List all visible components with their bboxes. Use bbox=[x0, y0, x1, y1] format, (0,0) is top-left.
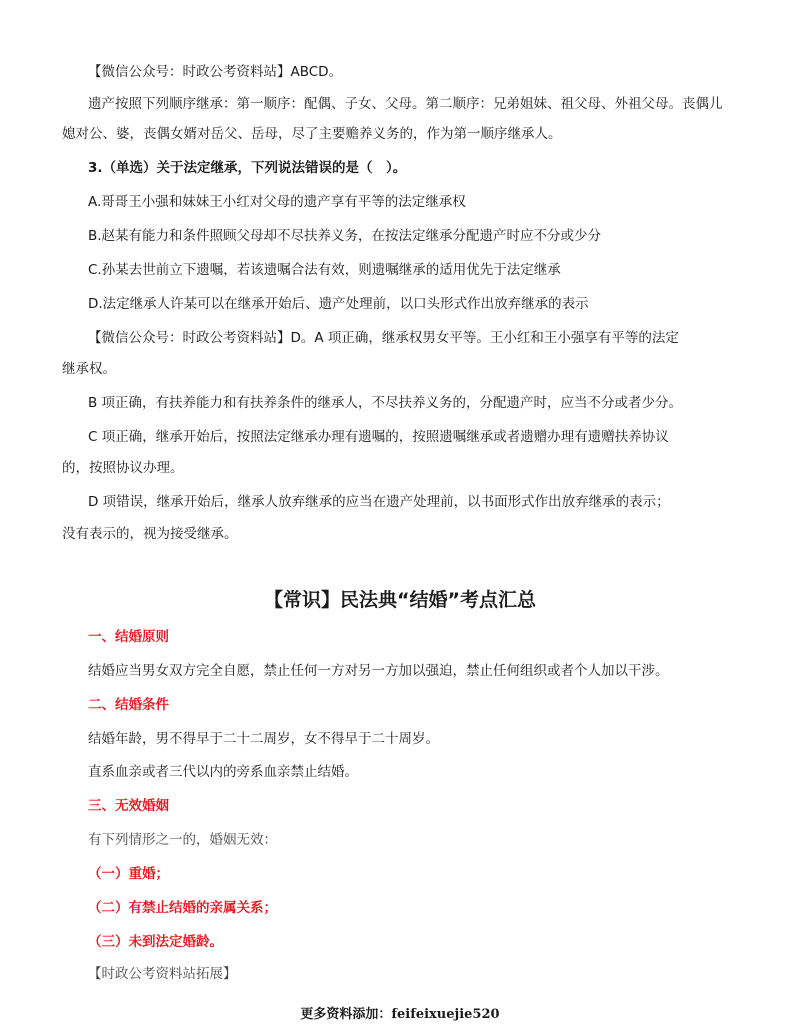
answer-explanation-cont: 继承权。 bbox=[62, 361, 116, 377]
heading-invalid-marriage: 三、无效婚姻 bbox=[88, 798, 169, 814]
option-d: D.法定继承人许某可以在继承开始后、遗产处理前，以口头形式作出放弃继承的表示 bbox=[88, 296, 589, 312]
invalid-item-1: （一）重婚； bbox=[88, 866, 169, 882]
kinship-prohibition-text: 直系血亲或者三代以内的旁系血亲禁止结婚。 bbox=[88, 764, 358, 780]
explanation-d-cont: 没有表示的，视为接受继承。 bbox=[62, 526, 238, 542]
invalid-item-3: （三）未到法定婚龄。 bbox=[88, 934, 223, 950]
explanation-c-cont: 的，按照协议办理。 bbox=[62, 460, 184, 476]
inheritance-order-paragraph: 遗产按照下列顺序继承：第一顺序：配偶、子女、父母。第二顺序：兄弟姐妹、祖父母、外祖父母。丧偶儿 bbox=[88, 96, 723, 112]
extension-label: 【时政公考资料站拓展】 bbox=[88, 966, 237, 982]
option-c: C.孙某去世前立下遗嘱，若该遗嘱合法有效，则遗嘱继承的适用优先于法定继承 bbox=[88, 262, 561, 278]
answer-line: 【微信公众号：时政公考资料站】ABCD。 bbox=[88, 64, 343, 80]
explanation-b: B 项正确，有扶养能力和有扶养条件的继承人，不尽扶养义务的，分配遗产时，应当不分或者少分。 bbox=[88, 395, 683, 411]
inheritance-order-paragraph-cont: 媳对公、婆，丧偶女婿对岳父、岳母，尽了主要赡养义务的，作为第一顺序继承人。 bbox=[62, 126, 562, 142]
invalid-item-2: （二）有禁止结婚的亲属关系； bbox=[88, 900, 277, 916]
heading-marriage-principle: 一、结婚原则 bbox=[88, 629, 169, 645]
marriage-age-text: 结婚年龄，男不得早于二十二周岁，女不得早于二十周岁。 bbox=[88, 731, 439, 747]
heading-marriage-conditions: 二、结婚条件 bbox=[88, 697, 169, 713]
marriage-principle-text: 结婚应当男女双方完全自愿，禁止任何一方对另一方加以强迫，禁止任何组织或者个人加以干涉。 bbox=[88, 663, 669, 679]
answer-explanation: 【微信公众号：时政公考资料站】D。A 项正确，继承权男女平等。王小红和王小强享有平等的法定 bbox=[88, 330, 679, 346]
footer-contact: 更多资料添加：feifeixuejie520 bbox=[300, 1007, 500, 1022]
option-a: A.哥哥王小强和妹妹王小红对父母的遗产享有平等的法定继承权 bbox=[88, 194, 466, 210]
invalid-marriage-intro: 有下列情形之一的，婚姻无效： bbox=[88, 832, 277, 848]
explanation-c: C 项正确，继承开始后，按照法定继承办理有遗嘱的，按照遗嘱继承或者遗赠办理有遗赠扶养协议 bbox=[88, 429, 669, 445]
option-b: B.赵某有能力和条件照顾父母却不尽扶养义务，在按法定继承分配遗产时应不分或少分 bbox=[88, 228, 602, 244]
section-title: 【常识】民法典“结婚”考点汇总 bbox=[264, 589, 536, 611]
question-3: 3.（单选）关于法定继承，下列说法错误的是（ ）。 bbox=[88, 160, 407, 176]
explanation-d: D 项错误，继承开始后，继承人放弃继承的应当在遗产处理前，以书面形式作出放弃继承的表示； bbox=[88, 494, 670, 510]
